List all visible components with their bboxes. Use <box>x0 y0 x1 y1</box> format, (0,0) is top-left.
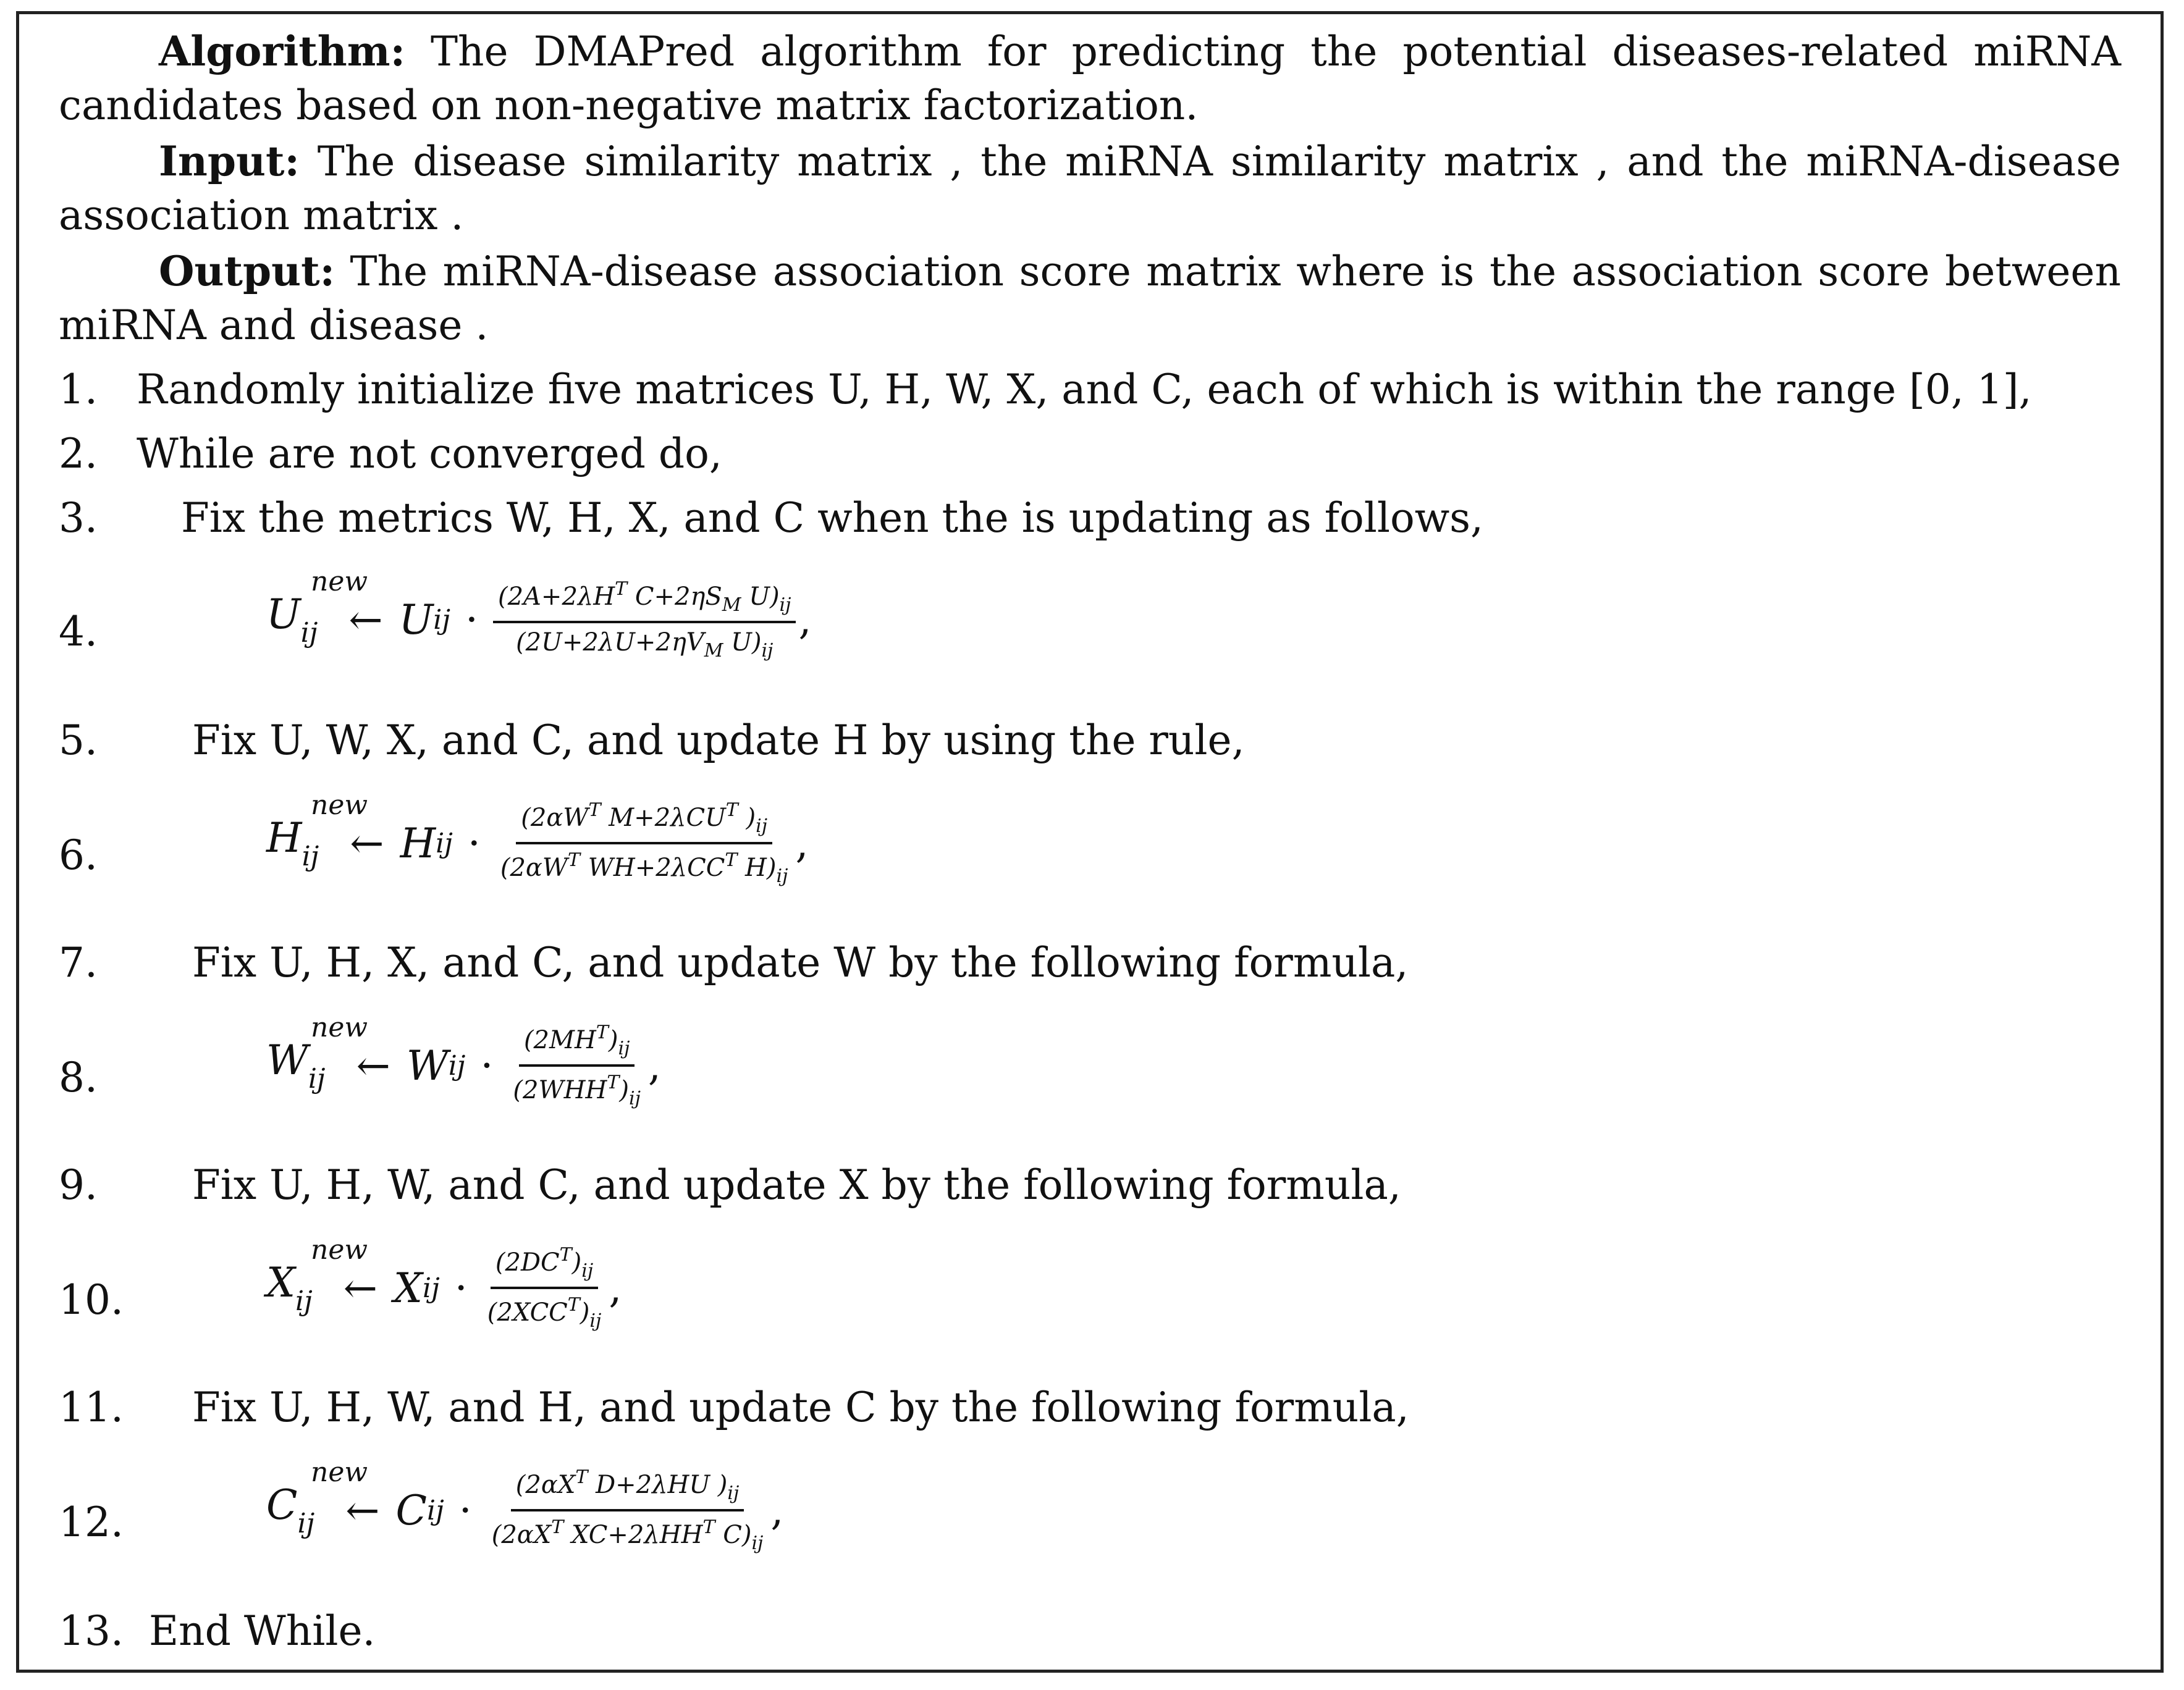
dot-operator: · <box>454 1264 468 1312</box>
left-arrow-icon: ← <box>350 819 384 867</box>
update-rule-u: U new $_{ij}$ ← U ij · $\frac{(2A+2\lambda H^T C+2\eta S_M U)_{ij}}{(2U+2\lambda U+2\eta V_M U)_{ij}}$ , <box>266 566 812 662</box>
formula-lhs: H <box>266 814 302 862</box>
fraction-denominator: $(2WHH^T)_{ij}$ <box>513 1072 641 1109</box>
left-arrow-icon: ← <box>356 1041 390 1090</box>
formula-rhs-sub: ij <box>423 1272 440 1304</box>
fraction-numerator: ($2A+2\lambda H^T$ $C+2\eta S_M$ $U)_{ij}$ <box>493 578 796 623</box>
output-label: Output: <box>159 247 335 295</box>
algorithm-line-1 <box>59 27 2121 77</box>
step-text: Fix U, H, W, and C, and update X by the following formula, <box>192 1161 1401 1209</box>
fraction-numerator: $(2DC^T)_{ij}$ <box>491 1244 598 1289</box>
formula-rhs: C <box>395 1486 428 1534</box>
dot-operator: · <box>467 819 481 867</box>
input-label: Input: <box>159 137 300 185</box>
formula-sub: ij <box>301 841 319 872</box>
algorithm-text-1: The DMAPred algorithm for predicting the potential diseases-related miRNA <box>431 28 2122 75</box>
fraction <box>508 1022 645 1109</box>
step-number: 12. <box>59 1499 124 1546</box>
step-text: Randomly initialize five matrices U, H, W, X, and C, each of which is within the range [0, 1], <box>137 366 2032 413</box>
step-text: Fix U, W, X, and C, and update H by using the rule, <box>192 717 1245 764</box>
formula-lhs: W <box>266 1036 308 1084</box>
left-arrow-icon: ← <box>348 595 383 644</box>
step-number: 5. <box>59 717 98 764</box>
step-text: While are not converged do, <box>137 430 722 477</box>
formula-rhs-sub: ij <box>448 1049 466 1082</box>
step-number: 1. <box>59 366 98 413</box>
formula-rhs-sub: ij <box>427 1494 444 1526</box>
fraction-denominator: ($2U+2\lambda U+2\eta V_M$ $U)_{ij}$ <box>516 628 774 662</box>
formula-sup: new <box>311 1457 368 1488</box>
fraction-numerator: ($2\alpha W^T$ M+2λCU$^T$ )$_{ij}$ <box>516 799 772 844</box>
update-rule-w: W new $_{ij}$ ← W ij · $\frac{(2MH^T)_{ij}}{(2WHH^T)_{ij}}$ , <box>266 1012 661 1109</box>
step-text: Fix U, H, X, and C, and update W by the following formula, <box>192 939 1409 986</box>
formula-sub: ij <box>300 617 318 649</box>
formula-rhs: X <box>394 1264 423 1312</box>
formula-rhs: H <box>400 819 436 867</box>
update-rule-x: X new $_{ij}$ ← X ij · $\frac{(2DC^T)_{ij}}{(2XCC^T)_{ij}}$ , <box>266 1234 622 1332</box>
fraction-numerator: ($2\alpha X^T$ D+2λHU )$_{ij}$ <box>511 1466 744 1511</box>
step-number: 2. <box>59 430 98 477</box>
formula-rhs: U <box>398 595 434 644</box>
step-number: 7. <box>59 939 98 986</box>
update-rule-c: C new $_{ij}$ ← C ij · $\frac{(2\alpha X^T D+2\lambda HU )_{ij}}{(2\alpha X^T XC+2\lambda HH^T C)_{ij}}$ , <box>266 1457 784 1554</box>
formula-rhs: W <box>406 1041 449 1090</box>
formula-sup: new <box>311 1012 368 1043</box>
step-number: 11. <box>59 1384 124 1431</box>
step-number: 4. <box>59 608 98 655</box>
formula-lhs: C <box>266 1481 298 1529</box>
step-number: 9. <box>59 1161 98 1209</box>
formula-sub: ij <box>297 1508 315 1539</box>
left-arrow-icon: ← <box>343 1264 378 1312</box>
fraction-numerator: $(2MH^T)_{ij}$ <box>519 1022 635 1067</box>
step-text: End While. <box>149 1607 376 1655</box>
step-number: 10. <box>59 1276 124 1324</box>
formula-sup: new <box>311 566 368 597</box>
fraction <box>483 1244 607 1332</box>
algorithm-text-2: candidates based on non-negative matrix factorization. <box>59 82 1199 129</box>
fraction-denominator: ($2\alpha X^T$ XC+2λHH$^T$ $C)_{ij}$ <box>491 1516 764 1554</box>
step-number: 8. <box>59 1054 98 1101</box>
dot-operator: · <box>480 1041 494 1090</box>
update-rule-h: H new $_{ij}$ ← H ij · $\frac{(2\alpha W^T M+2\lambda CU^T )_{ij}}{(2\alpha W^T WH+2\lambda CC^T H)_{ij}}$ , <box>266 789 809 887</box>
output-line-1 <box>59 246 2121 296</box>
input-text-1: The disease similarity matrix , the miRNA similarity matrix , and the miRNA-disease <box>317 138 2122 185</box>
dot-operator: · <box>458 1486 472 1534</box>
input-text-2: association matrix . <box>59 191 464 239</box>
fraction <box>487 1466 769 1554</box>
formula-rhs-sub: ij <box>436 827 453 859</box>
formula-lhs: U <box>266 591 301 638</box>
fraction-denominator: ($2\alpha W^T$ WH+2λCC$^T$ $H)_{ij}$ <box>500 849 788 887</box>
output-text-1: The miRNA-disease association score matrix where is the association score between <box>350 248 2121 295</box>
output-text-2: miRNA and disease . <box>59 301 489 349</box>
algorithm-box <box>16 11 2164 1673</box>
step-text: Fix U, H, W, and H, and update C by the following formula, <box>192 1384 1409 1431</box>
fraction <box>495 799 793 887</box>
formula-rhs-sub: ij <box>433 603 450 636</box>
input-line-1 <box>59 137 2121 187</box>
fraction <box>493 578 796 662</box>
left-arrow-icon: ← <box>345 1486 380 1534</box>
algorithm-label: Algorithm: <box>159 27 405 75</box>
formula-sub: ij <box>295 1285 313 1317</box>
step-number: 13. <box>59 1607 124 1655</box>
step-text: Fix the metrics W, H, X, and C when the is updating as follows, <box>181 494 1484 542</box>
formula-sub: ij <box>308 1063 326 1095</box>
formula-sup: new <box>311 789 368 821</box>
formula-sup: new <box>311 1234 368 1266</box>
step-number: 6. <box>59 831 98 879</box>
step-number: 3. <box>59 494 98 542</box>
fraction-denominator: $(2XCC^T)_{ij}$ <box>487 1294 602 1332</box>
formula-lhs: X <box>266 1259 295 1306</box>
dot-operator: · <box>465 595 478 644</box>
